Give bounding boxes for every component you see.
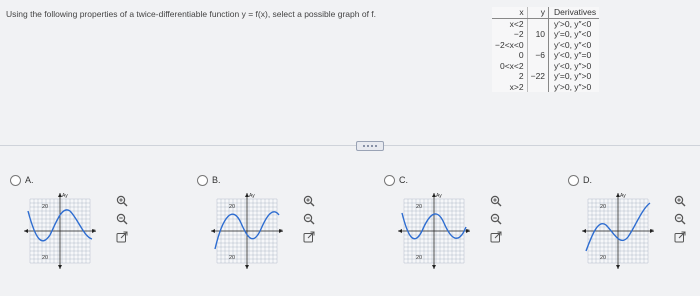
zoom-out-icon[interactable] bbox=[674, 213, 686, 225]
external-link-icon[interactable] bbox=[303, 231, 315, 243]
cell-derivatives: y′>0, y″<0 bbox=[549, 18, 600, 29]
tick-label-top: 20 bbox=[600, 204, 607, 210]
header-y: y bbox=[527, 7, 548, 18]
table-row bbox=[492, 50, 599, 61]
zoom-in-icon[interactable] bbox=[116, 195, 128, 207]
x-axis-label: x bbox=[93, 228, 96, 234]
cell-derivatives: y′>0, y″>0 bbox=[549, 82, 600, 93]
dot-icon bbox=[371, 145, 373, 147]
zoom-out-icon[interactable] bbox=[303, 213, 315, 225]
external-link-icon[interactable] bbox=[490, 231, 502, 243]
y-axis-label: Ay bbox=[62, 193, 68, 199]
tick-label-bottom: 20 bbox=[42, 255, 49, 261]
cell-derivatives: y′<0, y″<0 bbox=[549, 40, 600, 51]
table-row bbox=[492, 82, 599, 93]
dot-icon bbox=[367, 145, 369, 147]
option-label[interactable]: B. bbox=[212, 175, 221, 185]
cell-x: 2 bbox=[518, 71, 524, 81]
x-axis-label: x bbox=[651, 228, 654, 234]
cell-y: −6 bbox=[527, 50, 548, 61]
option-label[interactable]: A. bbox=[25, 175, 34, 185]
external-link-icon[interactable] bbox=[116, 231, 128, 243]
zoom-out-icon[interactable] bbox=[116, 213, 128, 225]
graph-b bbox=[209, 189, 285, 271]
radio-button[interactable] bbox=[568, 175, 579, 186]
zoom-in-icon[interactable] bbox=[674, 195, 686, 207]
x-axis-arrow bbox=[211, 229, 215, 233]
cell-derivatives: y′=0, y″>0 bbox=[549, 71, 600, 82]
cell-y: −22 bbox=[527, 71, 548, 82]
header-x: x bbox=[492, 7, 527, 18]
cell-y bbox=[527, 82, 548, 93]
tick-label-bottom: 20 bbox=[416, 255, 423, 261]
table-row bbox=[492, 29, 599, 40]
cell-x: −2 bbox=[513, 29, 524, 39]
y-axis-arrow bbox=[245, 265, 249, 269]
radio-button[interactable] bbox=[197, 175, 208, 186]
tick-label-top: 20 bbox=[42, 204, 49, 210]
graph-tools bbox=[116, 195, 130, 249]
zoom-in-icon[interactable] bbox=[490, 195, 502, 207]
cell-x: −2<x<0 bbox=[495, 39, 524, 50]
cell-derivatives: y′<0, y″=0 bbox=[549, 50, 600, 61]
tick-label-bottom: 20 bbox=[600, 255, 607, 261]
header-derivatives: Derivatives bbox=[549, 7, 600, 18]
x-axis-label: x bbox=[280, 228, 283, 234]
cell-y: 10 bbox=[527, 29, 548, 40]
y-axis-label: Ay bbox=[620, 193, 626, 199]
radio-button[interactable] bbox=[384, 175, 395, 186]
tick-label-bottom: 20 bbox=[229, 255, 236, 261]
y-axis-arrow bbox=[432, 265, 436, 269]
x-axis-arrow bbox=[398, 229, 402, 233]
zoom-in-icon[interactable] bbox=[303, 195, 315, 207]
properties-table bbox=[492, 7, 599, 92]
table-row bbox=[492, 61, 599, 72]
x-axis-arrow bbox=[24, 229, 28, 233]
x-axis-label: x bbox=[467, 228, 470, 234]
cell-x: x<2 bbox=[509, 18, 524, 29]
tick-label-top: 20 bbox=[416, 204, 423, 210]
table-header-row bbox=[492, 7, 599, 18]
dot-icon bbox=[375, 145, 377, 147]
graph-c bbox=[396, 189, 472, 271]
cell-x: 0 bbox=[518, 50, 524, 60]
table-row bbox=[492, 18, 599, 29]
y-axis-arrow bbox=[616, 265, 620, 269]
graph-d bbox=[580, 189, 656, 271]
y-axis-label: Ay bbox=[249, 193, 255, 199]
option-label[interactable]: D. bbox=[583, 175, 592, 185]
tick-label-top: 20 bbox=[229, 204, 236, 210]
option-label[interactable]: C. bbox=[399, 175, 408, 185]
radio-button[interactable] bbox=[10, 175, 21, 186]
cell-derivatives: y′=0, y″<0 bbox=[549, 29, 600, 40]
cell-y bbox=[527, 18, 548, 29]
cell-y bbox=[527, 40, 548, 51]
graph-tools bbox=[303, 195, 317, 249]
cell-x: 0<x<2 bbox=[499, 60, 524, 71]
table-row bbox=[492, 40, 599, 51]
section-divider bbox=[0, 145, 700, 146]
y-axis-label: Ay bbox=[436, 193, 442, 199]
graph-tools bbox=[490, 195, 504, 249]
question-text: Using the following properties of a twice-differentiable function y = f(x), select a possible graph of f. bbox=[6, 9, 377, 19]
expand-button[interactable] bbox=[356, 141, 384, 151]
cell-derivatives: y′<0, y″>0 bbox=[549, 61, 600, 72]
table-row bbox=[492, 71, 599, 82]
dot-icon bbox=[363, 145, 365, 147]
external-link-icon[interactable] bbox=[674, 231, 686, 243]
zoom-out-icon[interactable] bbox=[490, 213, 502, 225]
graph-tools bbox=[674, 195, 688, 249]
x-axis-arrow bbox=[582, 229, 586, 233]
y-axis-arrow bbox=[58, 265, 62, 269]
cell-y bbox=[527, 61, 548, 72]
cell-x: x>2 bbox=[509, 81, 524, 92]
graph-a bbox=[22, 189, 98, 271]
